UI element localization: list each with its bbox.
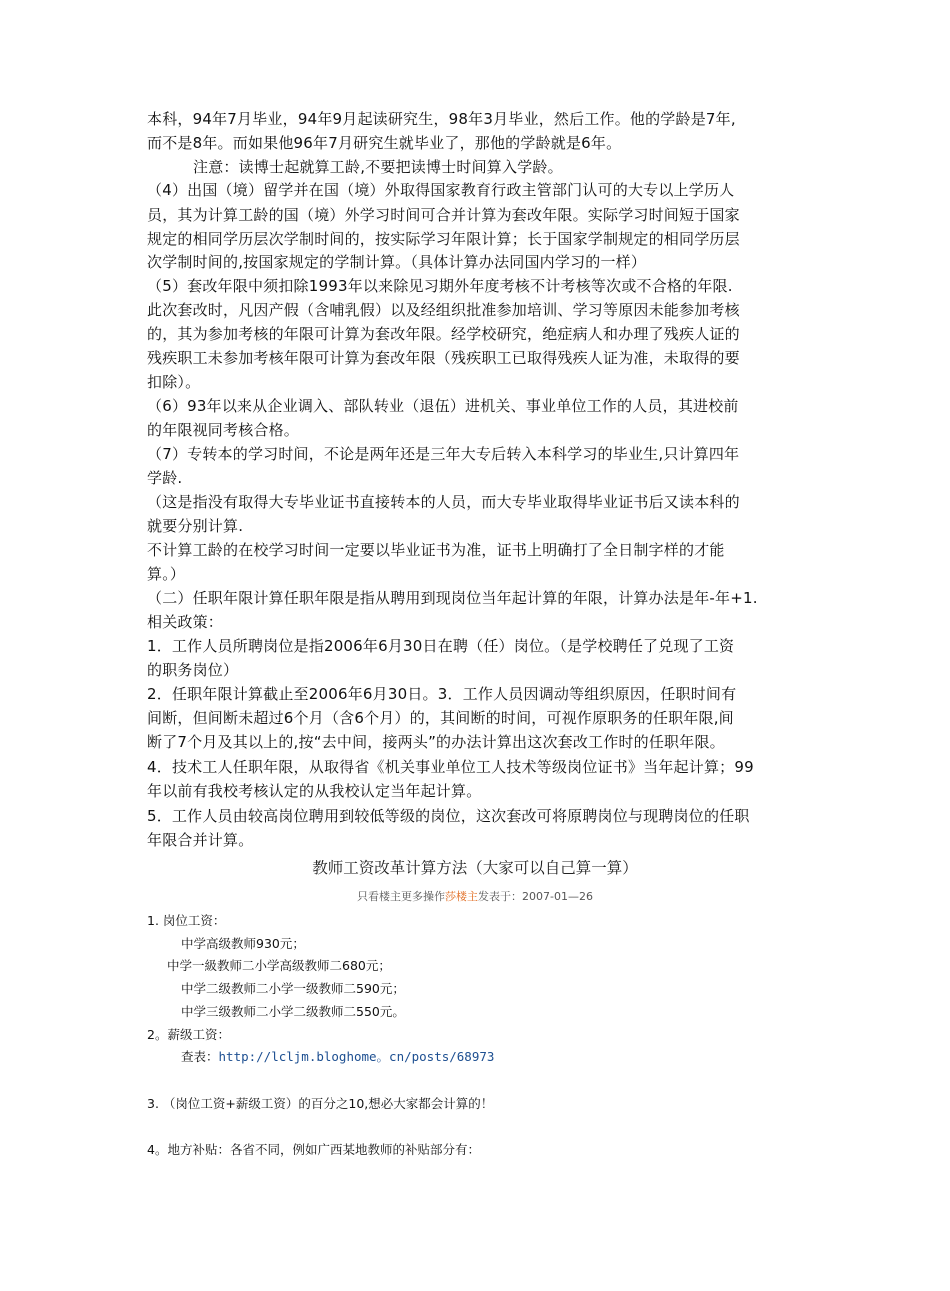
text-line: 残疾职工未参加考核年限可计算为套改年限（残疾职工已取得残疾人证为准，未取得的要 <box>147 349 740 367</box>
text-line: 次学制时间的,按国家规定的学制计算。（具体计算办法同国内学习的一样） <box>147 253 647 271</box>
text-line: 年限合并计算。 <box>147 831 254 849</box>
post-meta <box>0 889 950 905</box>
list-item: 中学一級教师二小学高级教师二680元； <box>167 958 391 973</box>
text-line: 的年限视同考核合格。 <box>147 421 300 439</box>
text-line: 1．工作人员所聘岗位是指2006年6月30日在聘（任）岗位。（是学校聘任了兑现了工资 <box>147 637 735 655</box>
text-line: 2．任职年限计算截止至2006年6月30日。3．工作人员因调动等组织原因，任职时间有 <box>147 685 737 703</box>
text-line: 间断，但间断未超过6个月（含6个月）的，其间断的时间，可视作原职务的任职年限,间 <box>147 709 734 727</box>
text-line: （二）任职年限计算任职年限是指从聘用到现岗位当年起计算的年限，计算办法是年-年+1. <box>147 589 758 607</box>
blog-link[interactable]: http://lcljm.bloghome。cn/posts/68973 <box>218 1049 495 1064</box>
text-line: 算。） <box>147 565 186 583</box>
text-line: 员，其为计算工龄的国（境）外学习时间可合并计算为套改年限。实际学习时间短于国家 <box>147 206 740 224</box>
text-line: 年以前有我校考核认定的从我校认定当年起计算。 <box>147 782 482 800</box>
author-link[interactable]: 莎楼主 <box>445 890 479 903</box>
text-line: 规定的相同学历层次学制时间的，按实际学习年限计算；长于国家学制规定的相同学历层 <box>147 230 740 248</box>
list-item: 4。地方补贴：各省不同，例如广西某地教师的补贴部分有： <box>147 1142 480 1157</box>
list-item <box>181 1048 494 1066</box>
text-line: 而不是8年。而如果他96年7月研究生就毕业了，那他的学龄就是6年。 <box>147 134 622 152</box>
text-line: 就要分别计算. <box>147 517 244 535</box>
text-line: （这是指没有取得大专毕业证书直接转本的人员，而大专毕业取得毕业证书后又读本科的 <box>147 493 740 511</box>
text-line: 5．工作人员由较高岗位聘用到较低等级的岗位，这次套改可将原聘岗位与现聘岗位的任职 <box>147 807 750 825</box>
text-line: 学龄. <box>147 469 183 487</box>
text-line: 此次套改时，凡因产假（含哺乳假）以及经组织批准参加培训、学习等原因未能参加考核 <box>147 301 740 319</box>
text-line: （5）套改年限中须扣除1993年以来除见习期外年度考核不计考核等次或不合格的年限. <box>147 277 733 295</box>
text-line: 的，其为参加考核的年限可计算为套改年限。经学校研究，绝症病人和办理了残疾人证的 <box>147 325 740 343</box>
text-line: （7）专转本的学习时间，不论是两年还是三年大专后转入本科学习的毕业生,只计算四年 <box>147 445 740 463</box>
list-item: 中学高级教师930元； <box>181 936 305 951</box>
meta-date: 发表于：2007-01—26 <box>478 890 593 903</box>
text-line: 扣除）。 <box>147 373 201 391</box>
list-item: 2。薪级工资： <box>147 1027 230 1042</box>
meta-prefix: 只看楼主更多操作 <box>357 890 446 903</box>
text-line: 相关政策： <box>147 613 224 631</box>
lookup-label: 查表： <box>181 1049 219 1064</box>
text-line: （6）93年以来从企业调入、部队转业（退伍）进机关、事业单位工作的人员，其进校前 <box>147 397 739 415</box>
text-line: 的职务岗位） <box>147 661 239 679</box>
list-item: 3. （岗位工资+薪级工资）的百分之10,想必大家都会计算的！ <box>147 1096 494 1111</box>
section-title: 教师工资改革计算方法（大家可以自己算一算） <box>312 859 638 877</box>
text-line: 不计算工龄的在校学习时间一定要以毕业证书为准，证书上明确打了全日制字样的才能 <box>147 541 725 559</box>
list-item: 1. 岗位工资： <box>147 913 226 928</box>
text-line: 断了7个月及其以上的,按“去中间，接两头”的办法计算出这次套改工作时的任职年限。 <box>147 733 725 751</box>
list-item: 中学二级教师二小学一级教师二590元； <box>181 981 405 996</box>
text-line: （4）出国（境）留学并在国（境）外取得国家教育行政主管部门认可的大专以上学历人 <box>147 181 735 199</box>
text-line: 本科，94年7月毕业，94年9月起读研究生，98年3月毕业，然后工作。他的学龄是7年, <box>147 110 736 128</box>
text-line: 4．技术工人任职年限，从取得省《机关事业单位工人技术等级岗位证书》当年起计算；99 <box>147 758 754 776</box>
text-line: 注意：读博士起就算工龄,不要把读博士时间算入学龄。 <box>193 158 563 176</box>
list-item: 中学三级教师二小学二级教师二550元。 <box>181 1004 405 1019</box>
